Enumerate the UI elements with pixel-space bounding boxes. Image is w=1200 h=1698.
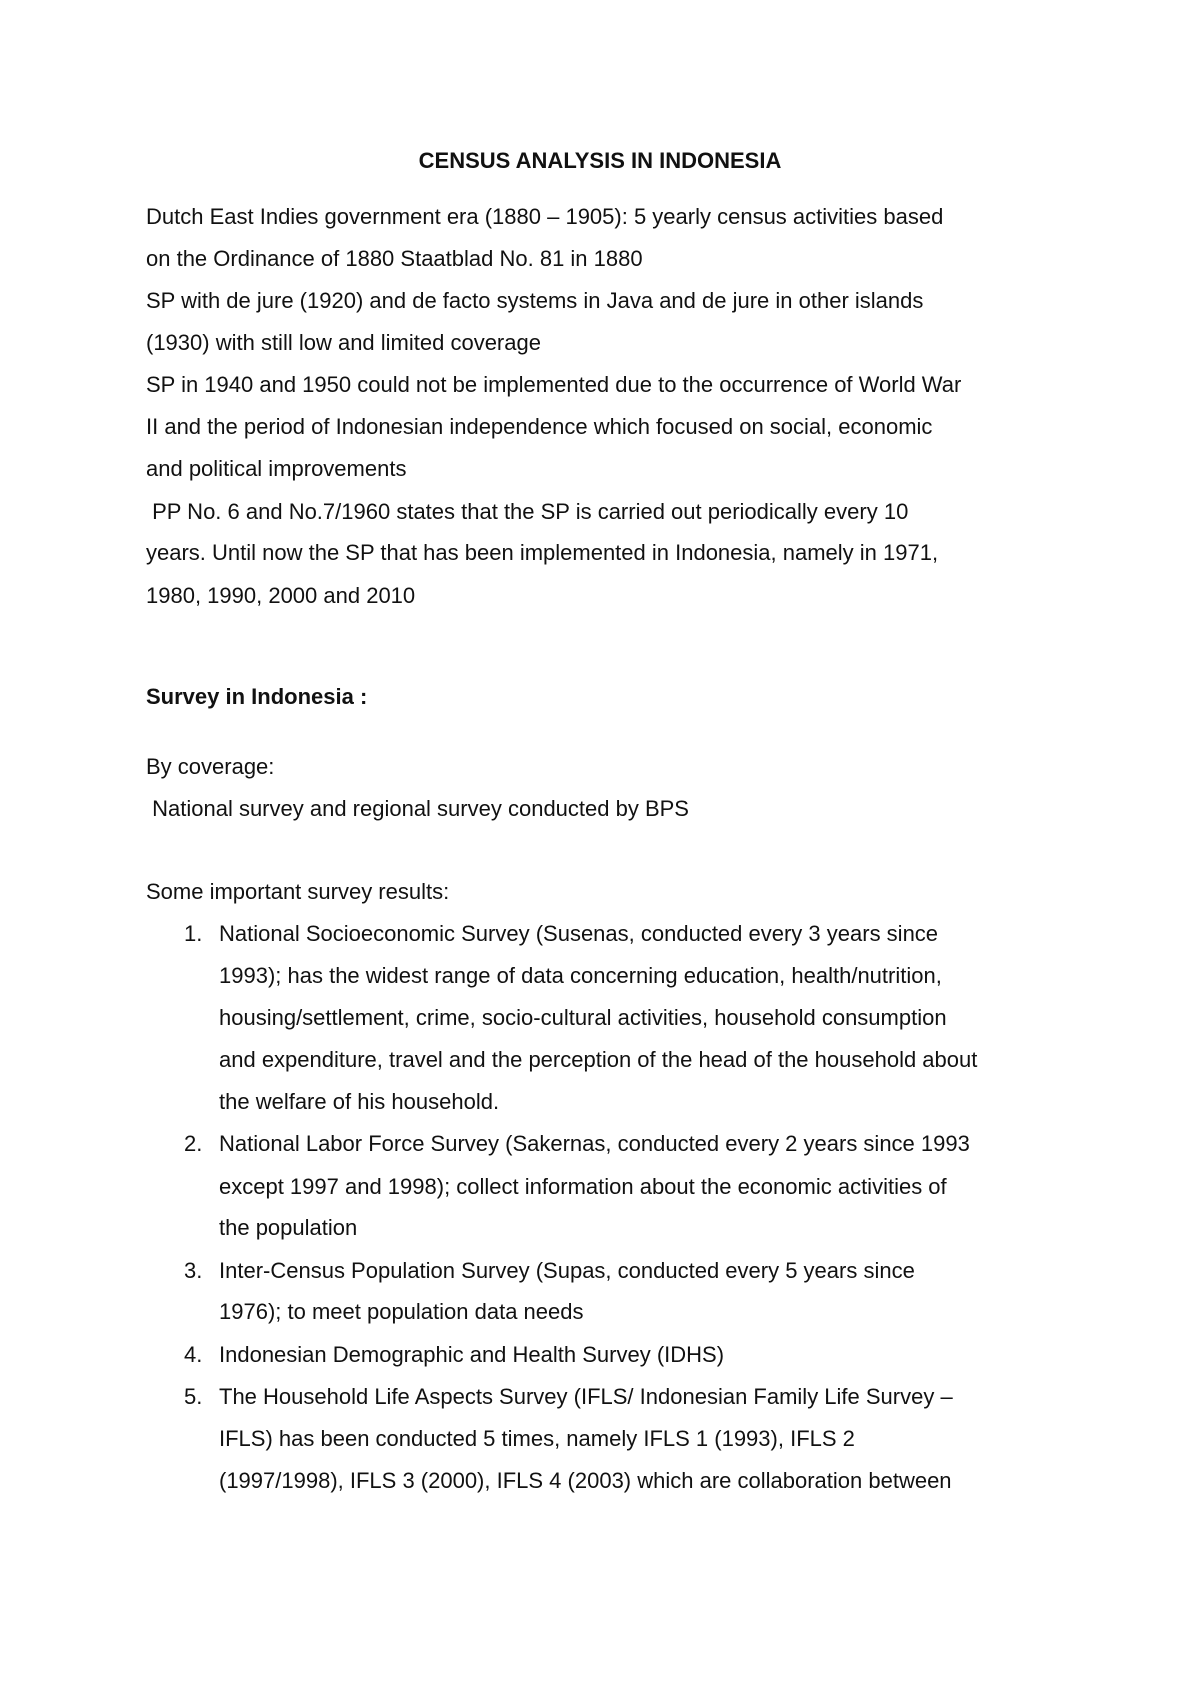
document-title: CENSUS ANALYSIS IN INDONESIA — [418, 148, 782, 173]
intro-line: 1980, 1990, 2000 and 2010 — [146, 583, 416, 608]
list-item-line: the welfare of his household. — [219, 1089, 500, 1114]
list-item-line: Indonesian Demographic and Health Survey (IDHS) — [219, 1342, 725, 1367]
intro-line: (1930) with still low and limited coverage — [146, 330, 541, 355]
list-item-line: (1997/1998), IFLS 3 (2000), IFLS 4 (2003) which are collaboration between — [219, 1468, 952, 1493]
list-item-line: the population — [219, 1215, 358, 1240]
list-item-line: IFLS) has been conducted 5 times, namely IFLS 1 (1993), IFLS 2 — [219, 1426, 855, 1451]
list-item-line: Inter-Census Population Survey (Supas, conducted every 5 years since — [219, 1258, 915, 1283]
list-item-line: housing/settlement, crime, socio-cultural activities, household consumption — [219, 1005, 947, 1030]
list-item-line: The Household Life Aspects Survey (IFLS/ Indonesian Family Life Survey – — [219, 1384, 953, 1409]
list-item-line: and expenditure, travel and the perception of the head of the household about — [219, 1047, 978, 1072]
intro-line: years. Until now the SP that has been implemented in Indonesia, namely in 1971, — [146, 540, 939, 565]
list-item-line: National Socioeconomic Survey (Susenas, conducted every 3 years since — [219, 921, 939, 946]
coverage-label: By coverage: — [146, 754, 275, 779]
coverage-text: National survey and regional survey conducted by BPS — [146, 796, 689, 821]
list-number: 3. — [184, 1258, 203, 1283]
intro-line: SP with de jure (1920) and de facto systems in Java and de jure in other islands — [146, 288, 924, 313]
list-item-line: 1976); to meet population data needs — [219, 1299, 584, 1324]
list-number: 2. — [184, 1131, 203, 1156]
list-item-line: National Labor Force Survey (Sakernas, conducted every 2 years since 1993 — [219, 1131, 970, 1156]
intro-line: Dutch East Indies government era (1880 – 1905): 5 yearly census activities based — [146, 204, 944, 229]
results-label: Some important survey results: — [146, 879, 450, 904]
intro-line: PP No. 6 and No.7/1960 states that the SP is carried out periodically every 10 — [146, 499, 909, 524]
section-heading-survey: Survey in Indonesia : — [146, 684, 368, 709]
list-number: 4. — [184, 1342, 203, 1367]
list-number: 1. — [184, 921, 203, 946]
intro-line: on the Ordinance of 1880 Staatblad No. 81 in 1880 — [146, 246, 643, 271]
list-item-line: except 1997 and 1998); collect information about the economic activities of — [219, 1174, 947, 1199]
intro-line: SP in 1940 and 1950 could not be implemented due to the occurrence of World War — [146, 372, 962, 397]
list-number: 5. — [184, 1384, 203, 1409]
intro-line: II and the period of Indonesian independence which focused on social, economic — [146, 414, 933, 439]
list-item-line: 1993); has the widest range of data concerning education, health/nutrition, — [219, 963, 942, 988]
intro-line: and political improvements — [146, 456, 407, 481]
